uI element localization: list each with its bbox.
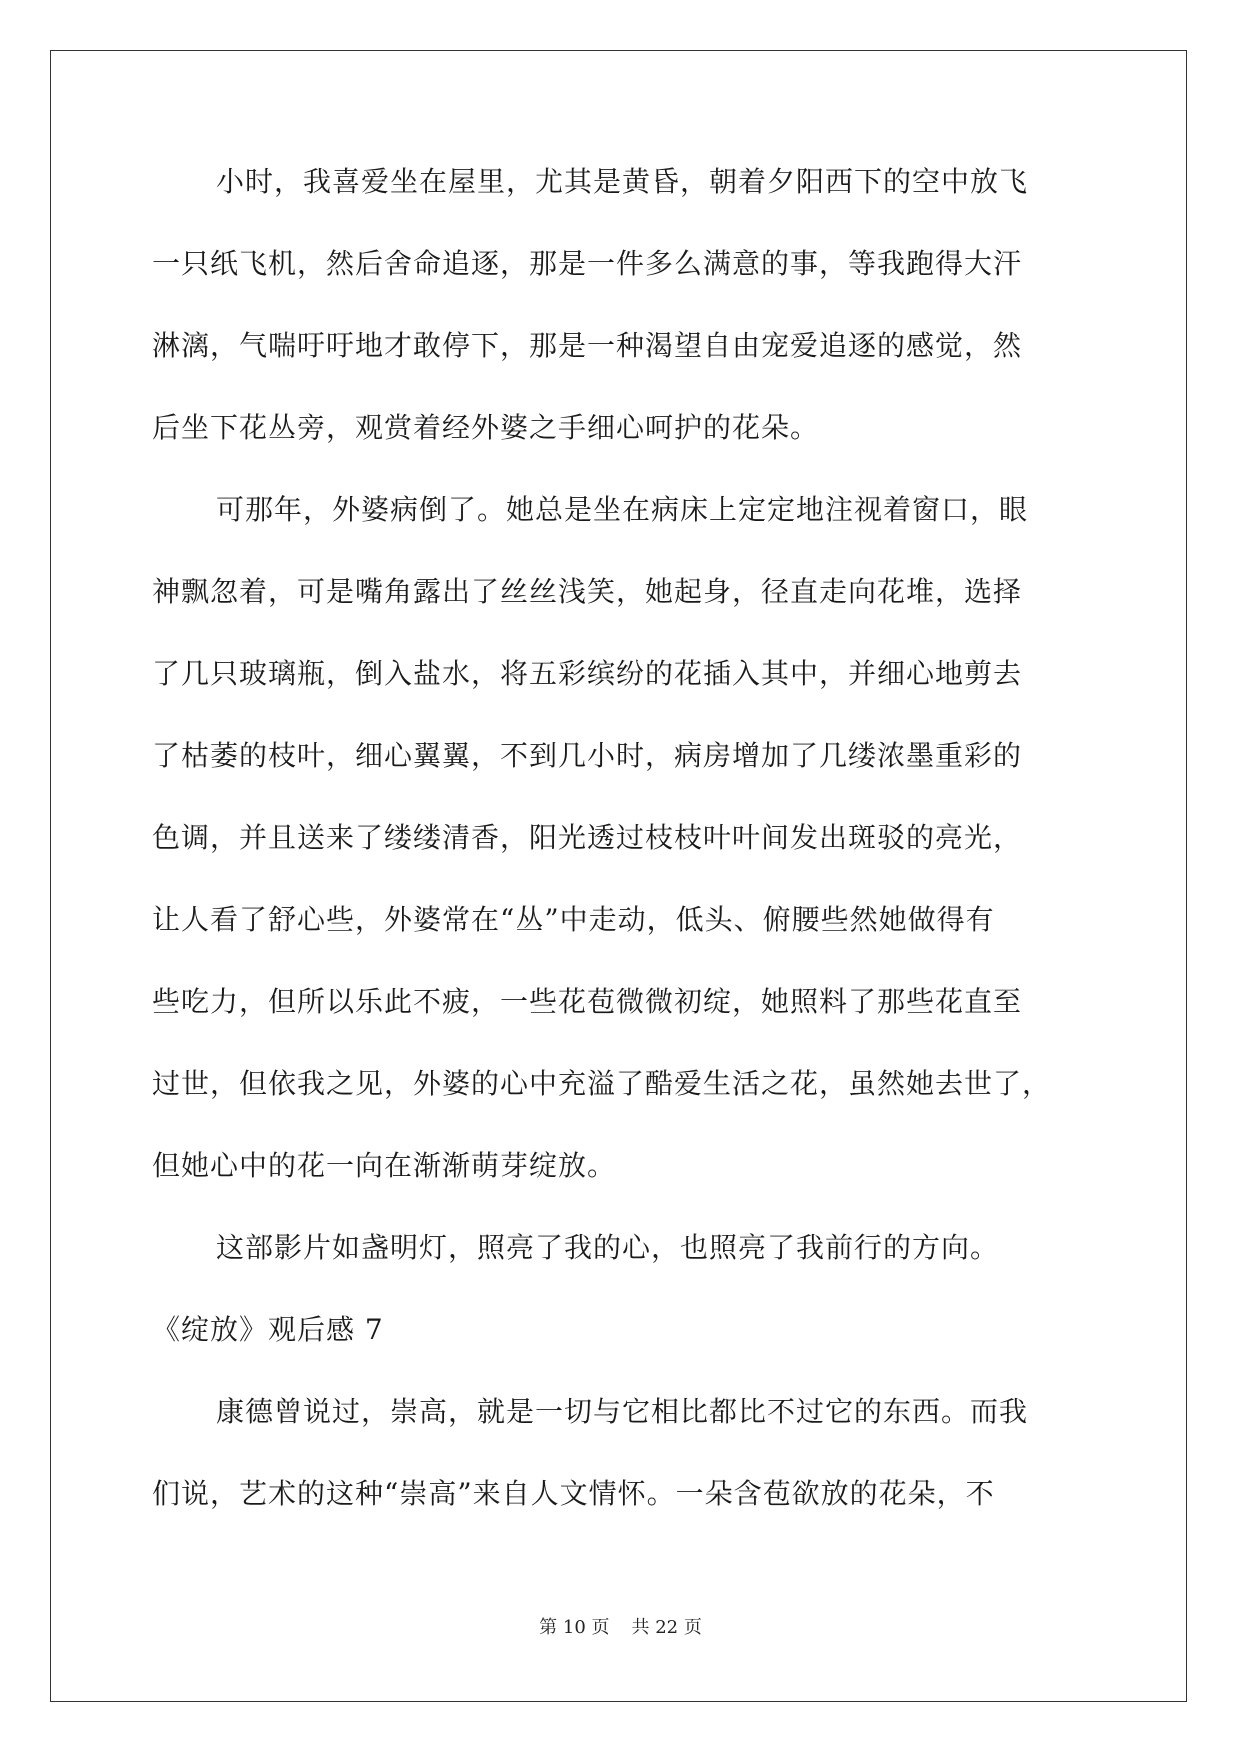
text-line: 可那年，外婆病倒了。她总是坐在病床上定定地注视着窗口，眼 xyxy=(216,493,1029,526)
text-line: 些吃力，但所以乐此不疲，一些花苞微微初绽，她照料了那些花直至 xyxy=(152,985,1023,1018)
page-total: 共 22 页 xyxy=(631,1617,702,1638)
page-number: 第 10 页 xyxy=(539,1617,610,1638)
document-body xyxy=(152,158,1092,1552)
text-line: 一只纸飞机，然后舍命追逐，那是一件多么满意的事，等我跑得大汗 xyxy=(152,247,1023,280)
text-line: 了几只玻璃瓶，倒入盐水，将五彩缤纷的花插入其中，并细心地剪去 xyxy=(152,657,1023,690)
page-footer xyxy=(0,1616,1241,1640)
text-line: 色调，并且送来了缕缕清香，阳光透过枝枝叶叶间发出斑驳的亮光， xyxy=(152,821,1023,854)
text-line: 这部影片如盏明灯，照亮了我的心，也照亮了我前行的方向。 xyxy=(216,1231,1000,1264)
text-line: 但她心中的花一向在渐渐萌芽绽放。 xyxy=(152,1149,617,1182)
text-line: 让人看了舒心些，外婆常在“丛”中走动，低头、俯腰些然她做得有 xyxy=(152,903,995,936)
text-line: 后坐下花丛旁，观赏着经外婆之手细心呵护的花朵。 xyxy=(152,411,820,444)
section-title: 《绽放》观后感 7 xyxy=(152,1313,384,1346)
text-line: 了枯萎的枝叶，细心翼翼，不到几小时，病房增加了几缕浓墨重彩的 xyxy=(152,739,1023,772)
text-line: 淋漓，气喘吁吁地才敢停下，那是一种渴望自由宠爱追逐的感觉，然 xyxy=(152,329,1023,362)
text-line: 过世，但依我之见，外婆的心中充溢了酷爱生活之花，虽然她去世了， xyxy=(152,1067,1052,1100)
text-line: 神飘忽着，可是嘴角露出了丝丝浅笑，她起身，径直走向花堆，选择 xyxy=(152,575,1023,608)
text-line: 们说，艺术的这种“崇高”来自人文情怀。一朵含苞欲放的花朵，不 xyxy=(152,1477,995,1510)
text-line: 小时，我喜爱坐在屋里，尤其是黄昏，朝着夕阳西下的空中放飞 xyxy=(216,165,1029,198)
text-line: 康德曾说过，崇高，就是一切与它相比都比不过它的东西。而我 xyxy=(216,1395,1029,1428)
